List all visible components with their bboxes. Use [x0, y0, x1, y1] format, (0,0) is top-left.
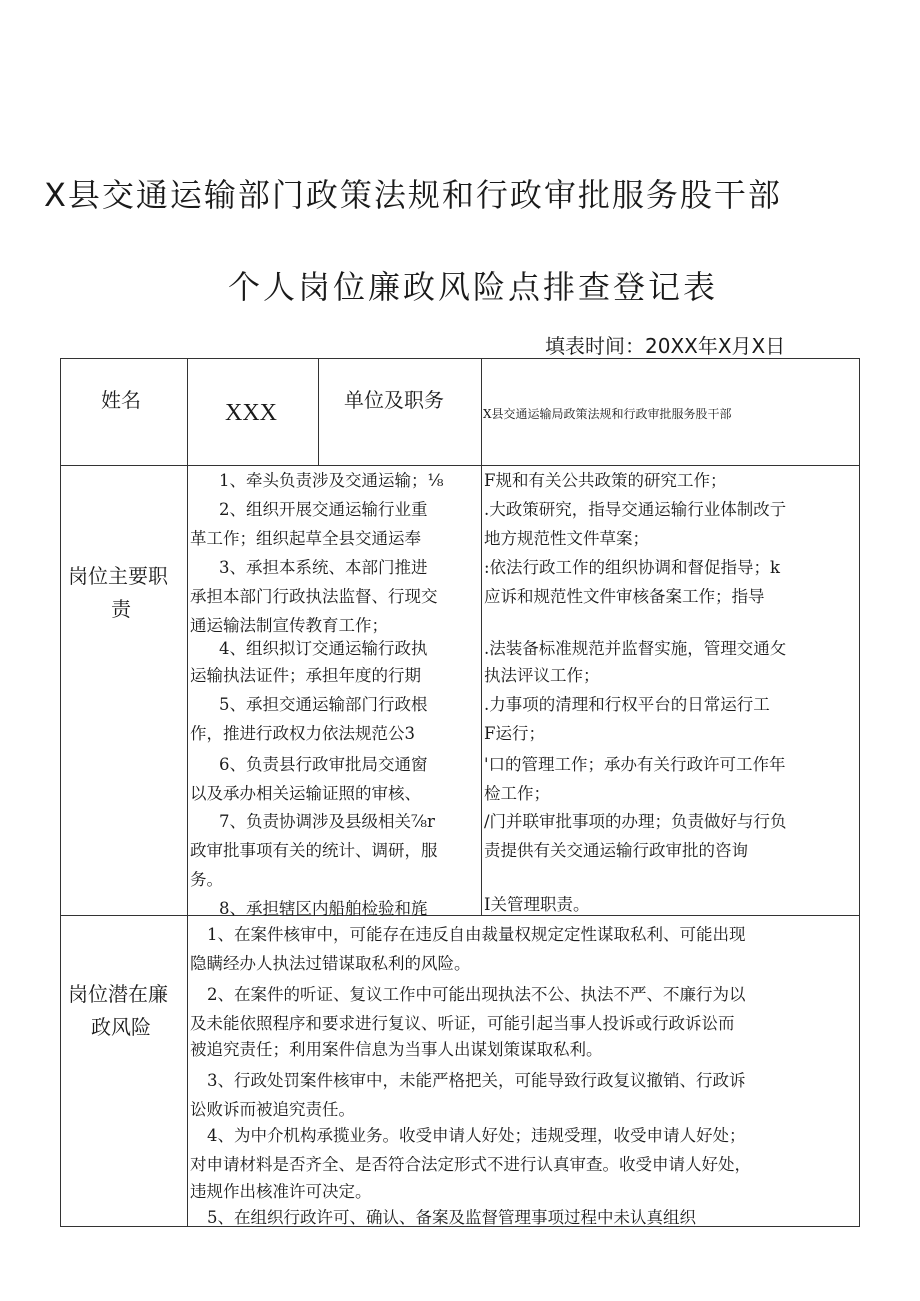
risk-line: 被追究责任；利用案件信息为当事人出谋划策谋取私利。	[190, 1040, 603, 1059]
duty-line: I关管理职责。	[484, 895, 590, 914]
duty-line: 8、承担辖区内船舶检验和旄	[219, 899, 428, 918]
risks-label: 政风险	[91, 1015, 151, 1039]
unit-value: X县交通运输局政策法规和行政审批服务股干部	[483, 407, 732, 421]
duty-line: 运输执法证件；承担年度的行期	[190, 666, 421, 685]
table-divider	[60, 915, 860, 916]
table-border-top	[60, 358, 860, 359]
risk-line: 3、行政处罚案件核审中，未能严格把关，可能导致行政复议撤销、行政诉	[207, 1071, 746, 1090]
duty-line: 1、牵头负责涉及交通运输；⅛	[219, 471, 444, 490]
risks-label: 岗位潜在廉	[68, 982, 168, 1006]
risk-line: 1、在案件核审中，可能存在违反自由裁量权规定定性谋取私利、可能出现	[207, 925, 746, 944]
name-value: XXX	[225, 400, 277, 426]
document-title-line1: X县交通运输部门政策法规和行政审批服务股干部	[44, 176, 782, 214]
fill-date: 填表时间：20XX年X月X日	[545, 334, 786, 358]
table-border-left	[60, 358, 61, 1227]
duty-line: .大政策研究，指导交通运输行业体制改亍	[484, 500, 787, 519]
duty-line: 政审批事项有关的统计、调研，服	[190, 841, 438, 860]
duty-line: '口的管理工作；承办有关行政许可工作年	[484, 755, 786, 774]
risk-line: 对申请材料是否齐全、是否符合法定形式不进行认真审查。收受申请人好处，	[190, 1155, 751, 1174]
duty-line: 通运输法制宣传教育工作；	[190, 616, 388, 635]
document-title-line2: 个人岗位廉政风险点排查登记表	[228, 268, 719, 306]
duties-label: 岗位主要职	[68, 564, 168, 588]
duty-line: 地方规范性文件草案；	[484, 529, 649, 548]
duty-line: F运行；	[484, 724, 545, 743]
duty-line: F规和有关公共政策的研究工作；	[484, 471, 727, 490]
duty-line: 4、组织拟订交通运输行政执	[219, 639, 428, 658]
risk-line: 违规作出核准许可决定。	[190, 1182, 372, 1201]
duty-line: 应诉和规范性文件审核备案工作；指导	[484, 587, 765, 606]
duty-line: 执法评议工作；	[484, 666, 600, 685]
table-border-right	[859, 358, 860, 1227]
duty-line: 7、负责协调涉及县级相关⅞r	[219, 812, 435, 831]
duty-line: 3、承担本系统、本部门推进	[219, 558, 428, 577]
unit-label: 单位及职务	[344, 388, 444, 412]
duty-line: 责提供有关交通运输行政审批的咨询	[484, 841, 748, 860]
duty-line: 检工作；	[484, 784, 550, 803]
duties-label: 责	[111, 597, 131, 621]
table-divider	[318, 358, 319, 466]
duty-line: :依法行政工作的组织协调和督促指导；k	[484, 558, 781, 577]
risk-line: 5、在组织行政许可、确认、备案及监督管理事项过程中未认真组织	[207, 1208, 696, 1227]
duty-line: .法装备标准规范并监督实施，管理交通攵	[484, 639, 787, 658]
duty-line: 6、负责县行政审批局交通窗	[219, 755, 428, 774]
duty-line: /门并联审批事项的办理；负责做好与行负	[484, 812, 787, 831]
risk-line: 2、在案件的听证、复议工作中可能出现执法不公、执法不严、不廉行为以	[207, 985, 746, 1004]
duty-line: 5、承担交通运输部门行政根	[219, 695, 428, 714]
duty-line: .力事项的清理和行权平台的日常运行工	[484, 695, 770, 714]
duty-line: 承担本部门行政执法监督、行现交	[190, 587, 438, 606]
table-divider	[481, 358, 482, 916]
duty-line: 革工作；组织起草全县交通运奉	[190, 529, 421, 548]
duty-line: 2、组织开展交通运输行业重	[219, 500, 428, 519]
duty-line: 以及承办相关运输证照的审核、	[190, 784, 421, 803]
risk-line: 及未能依照程序和要求进行复议、听证，可能引起当事人投诉或行政诉讼而	[190, 1014, 735, 1033]
risk-line: 讼败诉而被追究责任。	[190, 1100, 355, 1119]
risk-line: 隐瞒经办人执法过错谋取私利的风险。	[190, 954, 471, 973]
table-divider	[60, 465, 860, 466]
duty-line: 务。	[190, 870, 223, 889]
table-label-divider	[187, 358, 188, 1227]
name-label: 姓名	[101, 388, 141, 412]
risk-line: 4、为中介机构承揽业务。收受申请人好处；违规受理，收受申请人好处；	[207, 1126, 746, 1145]
duty-line: 作，推进行政权力依法规范公3	[190, 724, 415, 743]
